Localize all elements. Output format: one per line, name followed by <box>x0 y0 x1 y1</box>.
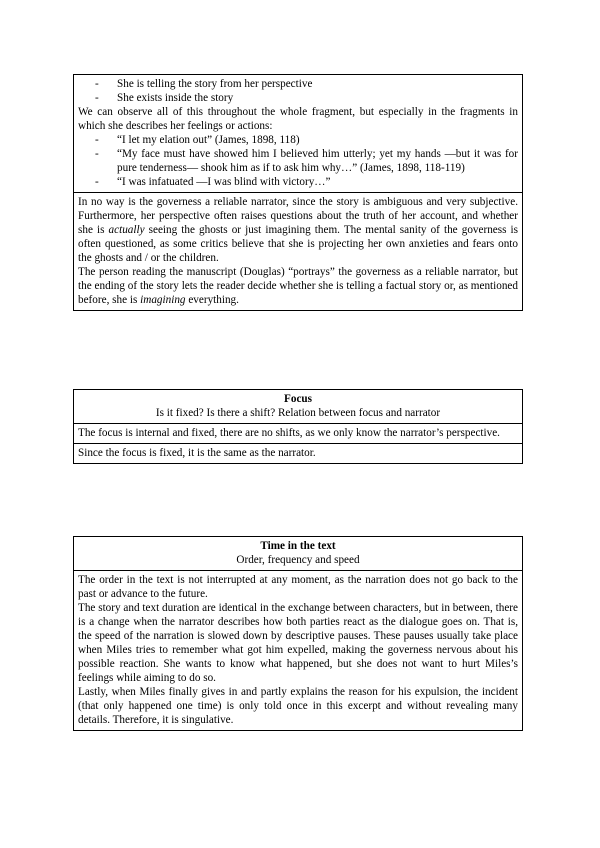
focus-title: Focus <box>284 393 312 405</box>
douglas-paragraph: The person reading the manuscript (Douglas) “portrays” the governess as a reliable narrator, but the ending of the story lets the reader decide whether she is telling a factual story or, as mentioned before, she is imagining everything. <box>78 266 518 306</box>
time-header-cell <box>74 537 522 570</box>
list-item: - She exists inside the story <box>78 91 518 105</box>
list-item: - She is telling the story from her perspective <box>78 77 518 91</box>
focus-row-2: Since the focus is fixed, it is the same as the narrator. <box>74 443 522 463</box>
narrator-evidence-cell <box>74 75 522 192</box>
list-item: - “My face must have showed him I believed him utterly; yet my hands —but it was for pure tenderness— shook him as if to ask him why…” (James, 1898, 118-119) <box>78 147 518 175</box>
quote-list <box>78 133 518 189</box>
time-title: Time in the text <box>260 540 336 552</box>
speed-paragraph: The story and text duration are identical in the exchange between characters, but in between, there is a change when the narrator describes how both parties react as the dialogue goes on. That is, the speed of the narration is slowed down by descriptive pauses. These pauses usually take place when Miles tries to remember what got him expelled, making the governess nervous about his possible reaction. She wants to know what happened, but she does not want to hurt Miles’s feelings while aiming to do so. <box>78 602 518 684</box>
time-table <box>73 536 523 731</box>
reliability-paragraph: In no way is the governess a reliable narrator, since the story is ambiguous and very subjective. Furthermore, her perspective often raises questions about the truth of her account, and whether she is actually seeing the ghosts or just imagining them. The mental sanity of the governess is often questioned, as some critics believe that she is projecting her own anxieties and fears onto the ghosts and / or the children. <box>78 196 518 264</box>
focus-table <box>73 389 523 464</box>
order-paragraph: The order in the text is not interrupted at any moment, as the narration does not go back to the past or advance to the future. <box>78 574 518 600</box>
reliability-cell <box>74 192 522 310</box>
narrator-table <box>73 74 523 311</box>
evidence-intro: We can observe all of this throughout the whole fragment, but especially in the fragments in which she describes her feelings or actions: <box>78 106 518 132</box>
perspective-list <box>78 77 518 105</box>
time-body-cell <box>74 570 522 730</box>
list-item: - “I was infatuated —I was blind with victory…” <box>78 175 518 189</box>
focus-row-1: The focus is internal and fixed, there are no shifts, as we only know the narrator’s perspective. <box>74 423 522 443</box>
focus-header-cell <box>74 390 522 423</box>
frequency-paragraph: Lastly, when Miles finally gives in and partly explains the reason for his expulsion, the incident (that only happened one time) is only told once in this excerpt and without revealing many details. Therefore, it is singulative. <box>78 686 518 726</box>
time-subtitle: Order, frequency and speed <box>236 554 360 566</box>
focus-subtitle: Is it fixed? Is there a shift? Relation between focus and narrator <box>155 407 441 419</box>
list-item: - “I let my elation out” (James, 1898, 118) <box>78 133 518 147</box>
